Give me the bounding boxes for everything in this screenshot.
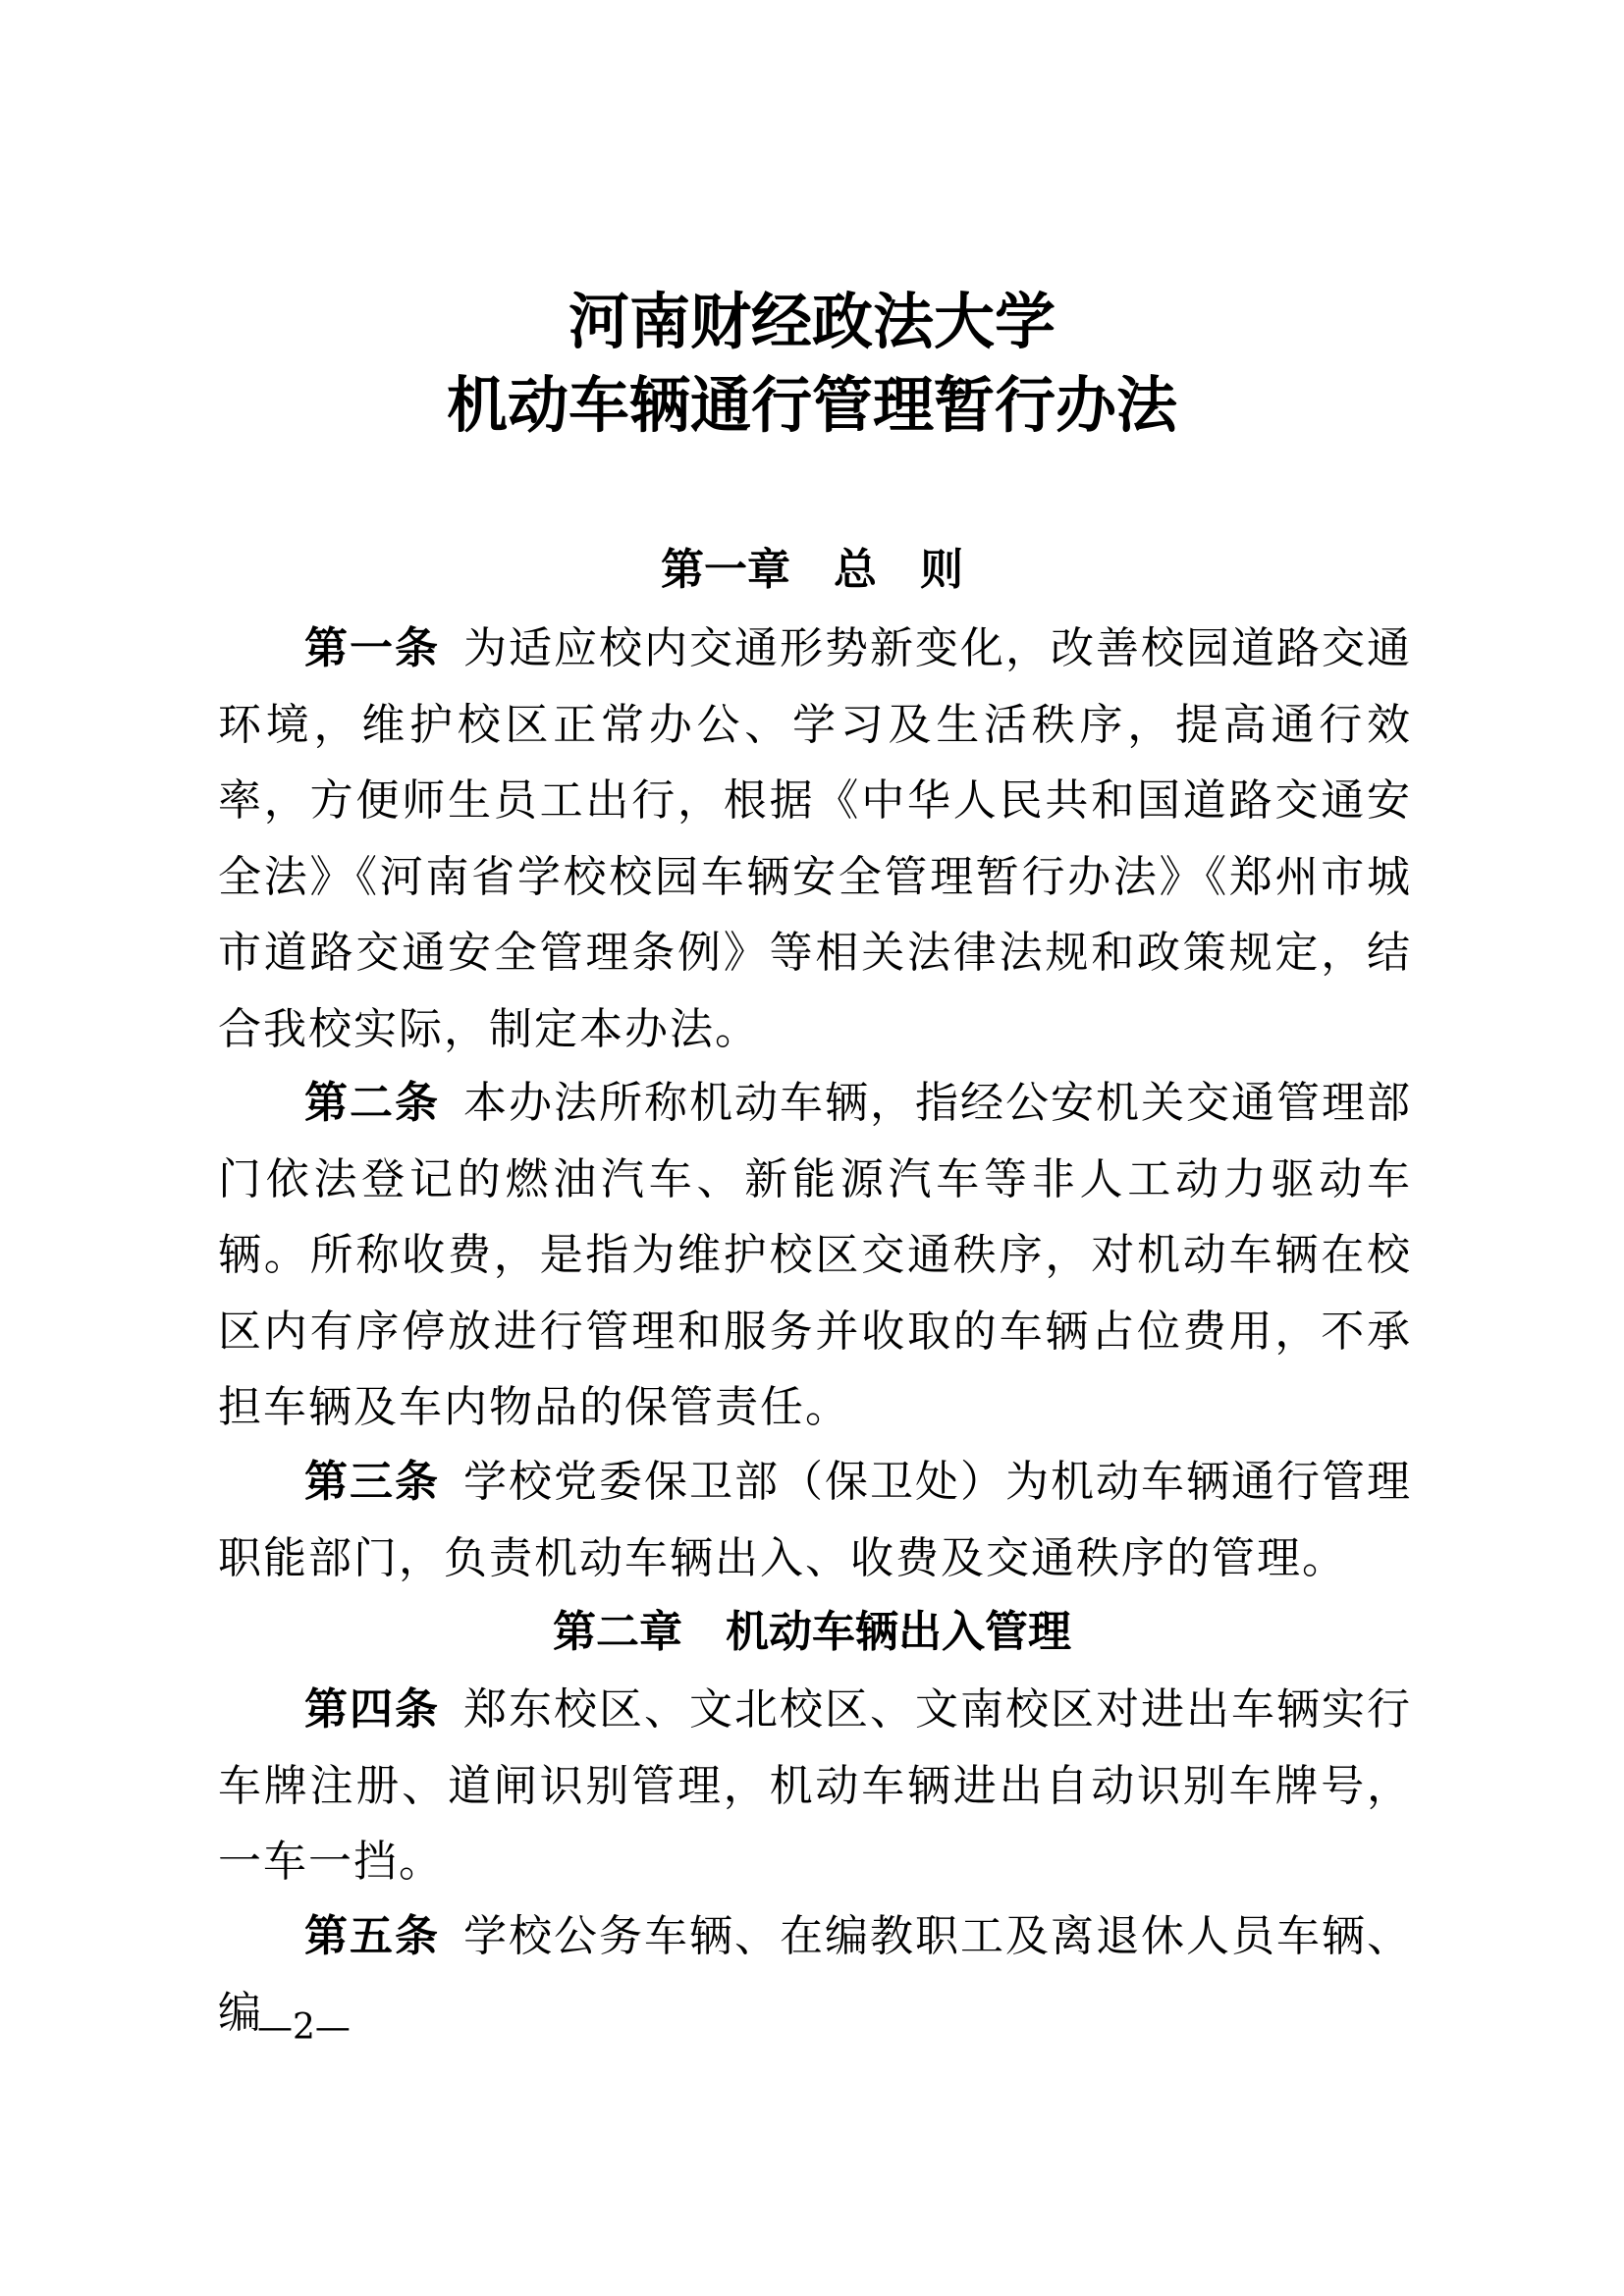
article-label: 第五条: [304, 1911, 440, 1961]
article-text: 郑东校区、文北校区、文南校区对进出车辆实行车牌注册、道闸识别管理，机动车辆进出自动识别车牌号，一车一挡。: [218, 1684, 1412, 1887]
article-paragraph: [218, 1444, 1412, 1596]
article-text: 本办法所称机动车辆，指经公安机关交通管理部门依法登记的燃油汽车、新能源汽车等非人工动力驱动车辆。所称收费，是指为维护校区交通秩序，对机动车辆在校区内有序停放进行管理和服务并收取的车辆占位费用，不承担车辆及车内物品的保管责任。: [218, 1078, 1412, 1432]
article-label: 第四条: [304, 1684, 440, 1735]
page-number: —2—: [257, 2007, 351, 2048]
chapter-heading: 第二章 机动车辆出入管理: [553, 1607, 1071, 1657]
article-label: 第三条: [304, 1457, 440, 1507]
article-paragraph: [218, 1065, 1412, 1446]
document-title-line-1: 河南财经政法大学: [568, 286, 1056, 357]
article-text: 学校党委保卫部（保卫处）为机动车辆通行管理职能部门，负责机动车辆出入、收费及交通秩序的管理。: [218, 1457, 1412, 1583]
chapter-heading: 第一章 总 则: [661, 545, 963, 595]
article-text: 为适应校内交通形势新变化，改善校园道路交通环境，维护校区正常办公、学习及生活秩序，提高通行效率，方便师生员工出行，根据《中华人民共和国道路交通安全法》《河南省学校校园车辆安全管理暂行办法》《郑州市城市道路交通安全管理条例》等相关法律法规和政策规定，结合我校实际，制定本办法。: [218, 623, 1412, 1054]
article-text: 学校公务车辆、在编教职工及离退休人员车辆、编: [218, 1911, 1412, 2038]
article-label: 第二条: [304, 1078, 440, 1128]
document-title-line-2: 机动车辆通行管理暂行办法: [446, 369, 1177, 441]
article-paragraph: [218, 611, 1412, 1067]
article-label: 第一条: [304, 623, 440, 673]
article-paragraph: [218, 1672, 1412, 1900]
article-paragraph: [218, 1898, 1412, 2051]
